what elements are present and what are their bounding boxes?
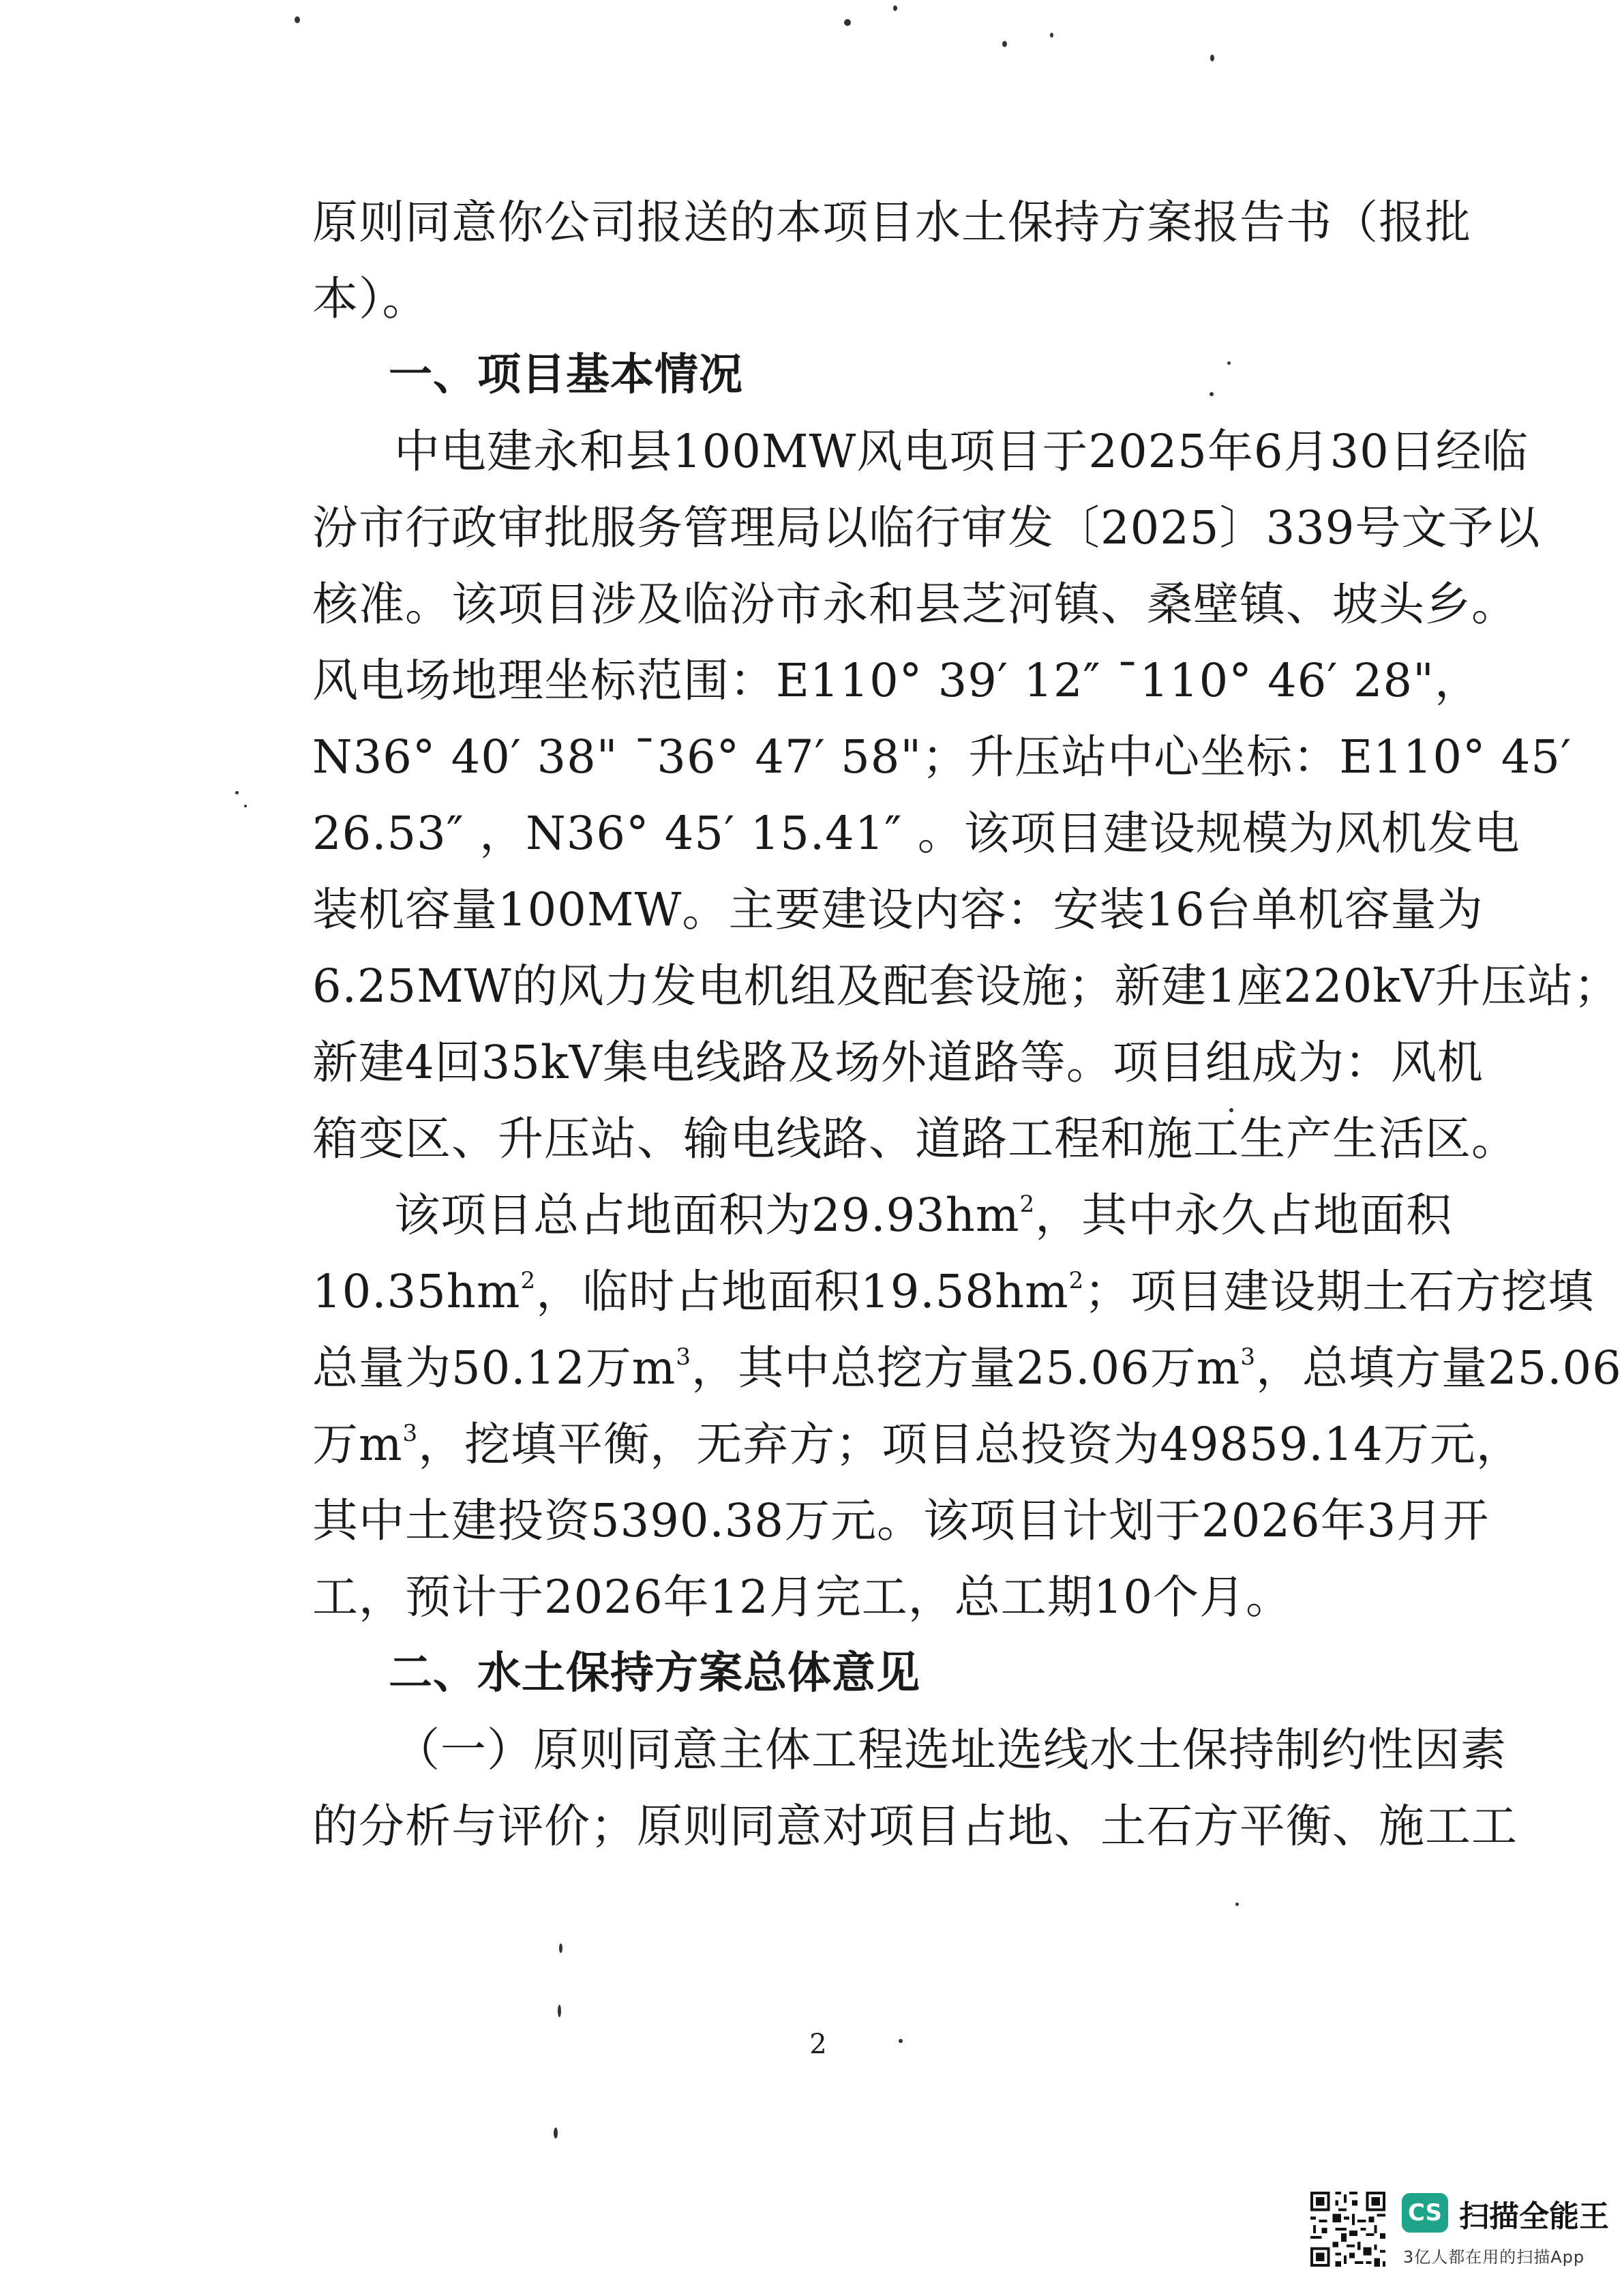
paragraph-line: 风电场地理坐标范围：E110° 39′ 12″ ¯110° 46′ 28"， <box>312 654 1481 707</box>
text-segment: 万m <box>312 1418 403 1471</box>
text-segment: 该项目总占地面积为29.93hm <box>394 1189 1020 1242</box>
paragraph-line: 工，预计于2026年12月完工，总工期10个月。 <box>312 1570 1293 1624</box>
paragraph-line: 装机容量100MW。主要建设内容：安装16台单机容量为 <box>312 883 1484 936</box>
intro-line: 本）。 <box>312 272 429 325</box>
scanner-watermark <box>1308 2189 1608 2278</box>
paragraph-line: 箱变区、升压站、输电线路、道路工程和施工生产生活区。 <box>312 1112 1518 1165</box>
text-segment: ，总填方量25.06 <box>1255 1341 1622 1395</box>
paragraph-line: 6.25MW的风力发电机组及配套设施；新建1座220kV升压站； <box>312 959 1621 1013</box>
scan-speck <box>235 791 239 794</box>
paragraph-line: N36° 40′ 38" ¯36° 47′ 58"；升压站中心坐标：E110° 45′ <box>312 730 1572 784</box>
paragraph-line: 新建4回35kV集电线路及场外道路等。项目组成为：风机 <box>312 1036 1484 1089</box>
text-segment: ；项目建设期土石方挖填 <box>1084 1265 1595 1318</box>
superscript: 2 <box>1019 1191 1036 1218</box>
superscript: 3 <box>676 1343 691 1371</box>
page-number: 2 <box>809 2029 827 2060</box>
scan-speck <box>244 805 247 807</box>
paragraph-line: 的分析与评价；原则同意对项目占地、土石方平衡、施工工 <box>312 1800 1518 1853</box>
paragraph-line: 汾市行政审批服务管理局以临行审发〔2025〕339号文予以 <box>312 501 1541 554</box>
paragraph-line: 中电建永和县100MW风电项目于2025年6月30日经临 <box>394 425 1529 478</box>
section-heading-overall-opinion: 二、水土保持方案总体意见 <box>389 1648 920 1699</box>
superscript: 3 <box>1240 1343 1256 1371</box>
scan-speck <box>844 19 851 26</box>
watermark-app-name: 扫描全能王 <box>1459 2199 1609 2234</box>
scan-speck <box>1050 33 1053 38</box>
intro-line: 原则同意你公司报送的本项目水土保持方案报告书（报批 <box>312 196 1471 249</box>
paragraph-line: 26.53″ ，N36° 45′ 15.41″ 。该项目建设规模为风机发电 <box>312 807 1520 860</box>
scan-speck <box>559 1943 562 1953</box>
section-heading-basic-info: 一、项目基本情况 <box>389 350 743 400</box>
camscanner-logo-icon: CS <box>1402 2193 1448 2233</box>
scan-speck <box>893 5 897 11</box>
watermark-tagline: 3亿人都在用的扫描App <box>1403 2248 1585 2267</box>
text-segment: ，其中永久占地面积 <box>1035 1189 1453 1242</box>
scan-speck <box>1002 41 1007 47</box>
scan-speck <box>554 2128 558 2138</box>
text-segment: 10.35hm <box>312 1265 521 1318</box>
paragraph-line <box>312 1253 1595 1330</box>
text-segment: ，临时占地面积19.58hm <box>536 1265 1069 1318</box>
paragraph-line <box>312 1177 1453 1253</box>
paragraph-line: 其中土建投资5390.38万元。该项目计划于2026年3月开 <box>312 1494 1490 1547</box>
paragraph-line <box>312 1330 1622 1406</box>
scan-speck <box>1210 55 1214 61</box>
paragraph-line: （一）原则同意主体工程选址选线水土保持制约性因素 <box>394 1723 1507 1776</box>
scan-speck <box>295 16 300 23</box>
paragraph-line <box>312 1406 1522 1482</box>
superscript: 3 <box>402 1420 419 1447</box>
text-segment: ，挖填平衡，无弃方；项目总投资为49859.14万元， <box>418 1418 1522 1471</box>
scan-speck <box>1235 1903 1239 1906</box>
superscript: 2 <box>1068 1267 1085 1294</box>
superscript: 2 <box>520 1267 537 1294</box>
scan-speck <box>899 2039 903 2043</box>
qr-code-icon <box>1308 2189 1388 2269</box>
document-body <box>312 184 1622 1864</box>
paragraph-line: 核准。该项目涉及临汾市永和县芝河镇、桑壁镇、坡头乡。 <box>312 578 1518 631</box>
text-segment: ，其中总挖方量25.06万m <box>691 1341 1241 1395</box>
scan-speck <box>558 2005 561 2017</box>
text-segment: 总量为50.12万m <box>312 1341 676 1395</box>
